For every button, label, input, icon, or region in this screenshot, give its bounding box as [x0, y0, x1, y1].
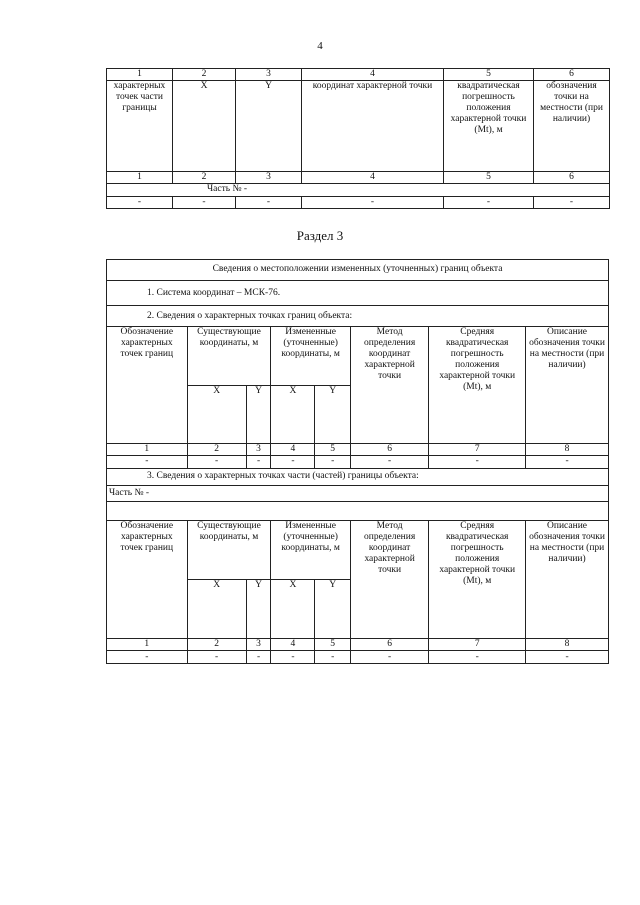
- cell-value: -: [429, 456, 526, 469]
- section-title: Раздел 3: [296, 228, 344, 243]
- header-cell: квадратическая погрешность положения характерной точки (Mt), м: [444, 81, 534, 172]
- cell-value: -: [302, 196, 444, 208]
- col-num: 3: [236, 69, 302, 81]
- header-y: Y: [315, 385, 350, 443]
- col-num: 6: [534, 171, 610, 183]
- header-cell: X: [173, 81, 236, 172]
- col-num: 4: [271, 638, 315, 651]
- col-num: 7: [429, 638, 526, 651]
- cell-value: -: [526, 651, 609, 664]
- cell-value: -: [315, 651, 350, 664]
- col-num: 4: [302, 69, 444, 81]
- header-y: Y: [315, 579, 350, 638]
- col-num: 2: [187, 443, 246, 456]
- cell-value: -: [315, 456, 350, 469]
- header-cell: Y: [236, 81, 302, 172]
- cell-value: -: [429, 651, 526, 664]
- col-num: 6: [350, 443, 428, 456]
- col-num: 7: [429, 443, 526, 456]
- header-error: Средняя квадратическая погрешность положения характерной точки (Mt), м: [429, 327, 526, 443]
- header-y: Y: [246, 385, 271, 443]
- header-x: X: [187, 579, 246, 638]
- cell-value: -: [526, 456, 609, 469]
- cell-value: -: [187, 456, 246, 469]
- header-y: Y: [246, 579, 271, 638]
- coord-system: 1. Система координат – МСК-76.: [107, 280, 609, 305]
- col-num: 4: [302, 171, 444, 183]
- col-num: 8: [526, 638, 609, 651]
- cell-value: -: [187, 651, 246, 664]
- header-description: Описание обозначения точки на местности (при наличии): [526, 521, 609, 639]
- col-num: 1: [107, 69, 173, 81]
- header-error: Средняя квадратическая погрешность положения характерной точки (Mt), м: [429, 521, 526, 639]
- cell-value: -: [107, 196, 173, 208]
- cell-value: -: [444, 196, 534, 208]
- cell-value: -: [246, 651, 271, 664]
- col-num: 3: [236, 171, 302, 183]
- col-num: 2: [173, 69, 236, 81]
- col-num: 4: [271, 443, 315, 456]
- table-title: Сведения о местоположении измененных (уточненных) границ объекта: [107, 260, 609, 281]
- header-x: X: [271, 579, 315, 638]
- header-description: Описание обозначения точки на местности (при наличии): [526, 327, 609, 443]
- page-number: 4: [317, 40, 323, 52]
- points-title: 2. Сведения о характерных точках границ объекта:: [107, 306, 609, 327]
- col-num: 6: [350, 638, 428, 651]
- header-x: X: [187, 385, 246, 443]
- col-num: 5: [444, 171, 534, 183]
- parts-title: 3. Сведения о характерных точках части (частей) границы объекта:: [107, 468, 609, 485]
- cell-value: -: [246, 456, 271, 469]
- data-row: [107, 196, 610, 208]
- cell-value: -: [271, 456, 315, 469]
- col-num: 8: [526, 443, 609, 456]
- cell-value: -: [107, 651, 188, 664]
- col-num: 5: [315, 638, 350, 651]
- col-num: 5: [315, 443, 350, 456]
- cell-value: -: [173, 196, 236, 208]
- header-existing: Существующие координаты, м: [187, 327, 271, 386]
- header-designation: Обозначение характерных точек границ: [107, 521, 188, 639]
- col-num: 5: [444, 69, 534, 81]
- col-num: 1: [107, 171, 173, 183]
- header-designation: Обозначение характерных точек границ: [107, 327, 188, 443]
- cell-value: -: [350, 456, 428, 469]
- header-changed: Измененные (уточненные) координаты, м: [271, 521, 351, 580]
- header-row: [107, 81, 610, 172]
- header-cell: координат характерной точки: [302, 81, 444, 172]
- part-label: Часть № -: [107, 485, 609, 502]
- col-num: 6: [534, 69, 610, 81]
- blank-row: [107, 502, 609, 521]
- cell-value: -: [271, 651, 315, 664]
- col-num: 1: [107, 443, 188, 456]
- col-num: 1: [107, 638, 188, 651]
- header-method: Метод определения координат характерной точки: [350, 521, 428, 639]
- header-cell: обозначения точки на местности (при наличии): [534, 81, 610, 172]
- column-number-row: [107, 69, 610, 81]
- cell-value: -: [534, 196, 610, 208]
- part-label: Часть № -: [107, 184, 610, 196]
- header-method: Метод определения координат характерной точки: [350, 327, 428, 443]
- col-num: 2: [187, 638, 246, 651]
- boundaries-table: [106, 259, 609, 664]
- part-row: [107, 184, 610, 196]
- cell-value: -: [350, 651, 428, 664]
- col-num: 3: [246, 638, 271, 651]
- cell-value: -: [107, 456, 188, 469]
- header-existing: Существующие координаты, м: [187, 521, 271, 580]
- cell-value: -: [236, 196, 302, 208]
- header-cell: характерных точек части границы: [107, 81, 173, 172]
- continued-table: [106, 68, 609, 209]
- col-num: 2: [173, 171, 236, 183]
- column-number-row: [107, 171, 610, 183]
- col-num: 3: [246, 443, 271, 456]
- header-x: X: [271, 385, 315, 443]
- header-changed: Измененные (уточненные) координаты, м: [271, 327, 351, 386]
